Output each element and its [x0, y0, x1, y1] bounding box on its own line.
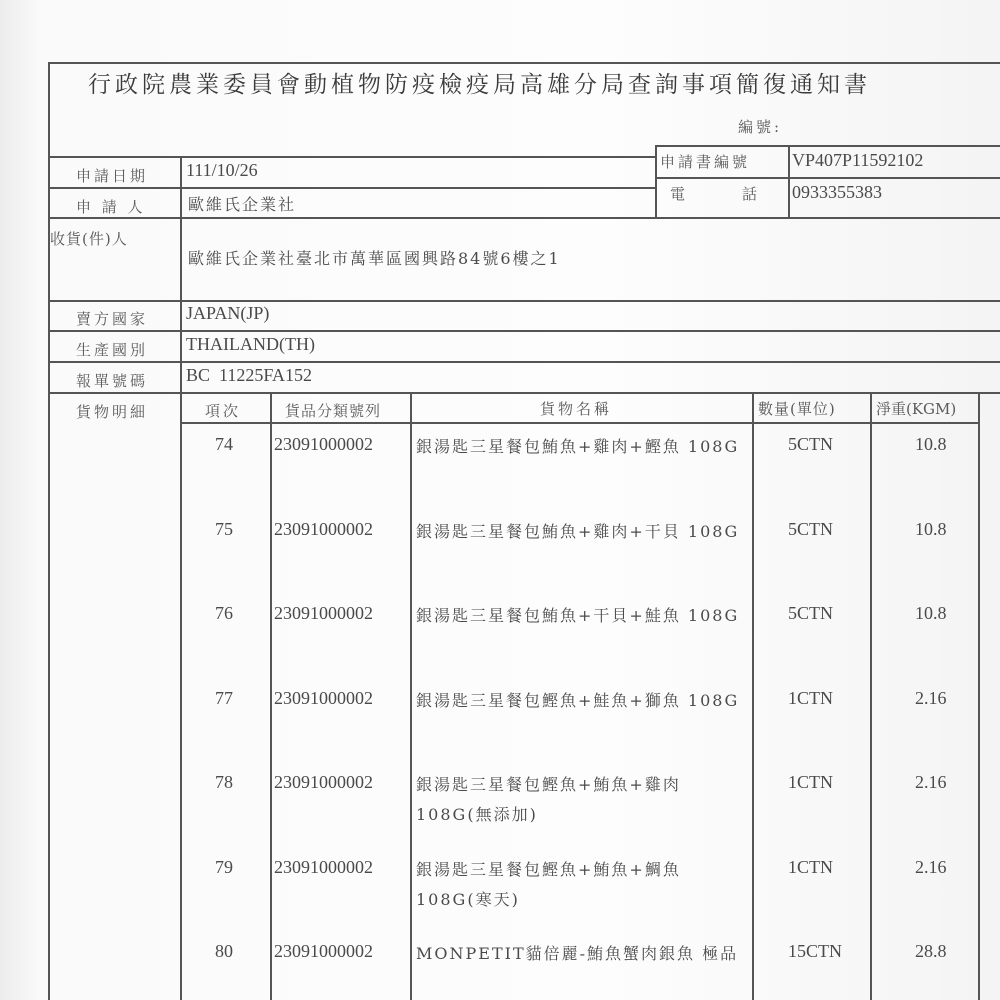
- divider: [410, 392, 412, 1000]
- quantity-cell: 1CTN: [788, 772, 833, 792]
- quantity-cell: 5CTN: [788, 518, 833, 539]
- net-weight-cell: 10.8: [915, 518, 947, 539]
- item-no-cell: 80: [215, 941, 233, 961]
- divider: [48, 156, 655, 158]
- divider: [48, 392, 1000, 394]
- goods-name-cell: 銀湯匙三星餐包鰹魚+鮭魚+獅魚 108G: [416, 690, 740, 710]
- header-item-no: 項次: [205, 402, 242, 420]
- label-column-divider: [180, 156, 182, 1000]
- quantity-cell: 1CTN: [788, 856, 833, 877]
- item-no-cell: 75: [215, 518, 233, 539]
- consignee-label: 收貨(件)人: [50, 230, 128, 248]
- quantity-cell: 15CTN: [788, 941, 842, 961]
- frame-top: [48, 62, 1000, 64]
- goods-name-cell: 銀湯匙三星餐包鰹魚+鮪魚+鯛魚 108G(寒天): [416, 859, 681, 909]
- net-weight-cell: 10.8: [915, 603, 947, 623]
- hs-code-cell: 23091000002: [274, 941, 373, 961]
- divider: [48, 330, 1000, 332]
- divider: [48, 361, 1000, 363]
- divider: [788, 145, 790, 217]
- form-no-value: VP407P11592102: [792, 150, 924, 170]
- phone-value: 0933355383: [792, 182, 882, 202]
- applicant-label: 申 請 人: [76, 198, 146, 216]
- hs-code-cell: 23091000002: [274, 772, 373, 792]
- item-no-cell: 78: [215, 772, 233, 792]
- origin-label: 生產國別: [76, 341, 149, 359]
- header-goods-name: 貨物名稱: [540, 400, 613, 418]
- net-weight-cell: 10.8: [915, 434, 947, 454]
- divider: [655, 145, 1000, 147]
- goods-name-cell: MONPETIT貓倍麗-鮪魚蟹肉銀魚 極品: [416, 944, 739, 963]
- item-no-cell: 74: [215, 434, 233, 454]
- hs-code-cell: 23091000002: [274, 518, 373, 539]
- hs-code-cell: 23091000002: [274, 603, 373, 623]
- origin-value: THAILAND(TH): [186, 334, 315, 354]
- frame-left: [48, 62, 50, 1000]
- quantity-cell: 1CTN: [788, 687, 833, 708]
- document-title: 行政院農業委員會動植物防疫檢疫局高雄分局查詢事項簡復通知書: [88, 72, 871, 98]
- divider: [48, 187, 655, 189]
- goods-name-cell: 銀湯匙三星餐包鰹魚+鮪魚+雞肉 108G(無添加): [416, 775, 681, 824]
- phone-label: 電 話: [670, 185, 761, 203]
- goods-name-cell: 銀湯匙三星餐包鮪魚+雞肉+干貝 108G: [416, 521, 740, 541]
- header-net-weight: 淨重(KGM): [876, 400, 957, 418]
- declaration-label: 報單號碼: [76, 372, 149, 390]
- divider: [978, 392, 980, 1000]
- goods-label: 貨物明細: [76, 403, 149, 421]
- hs-code-cell: 23091000002: [274, 687, 373, 708]
- quantity-cell: 5CTN: [788, 434, 833, 454]
- header-quantity: 數量(單位): [758, 400, 836, 418]
- net-weight-cell: 2.16: [915, 856, 947, 877]
- goods-name-cell: 銀湯匙三星餐包鮪魚+干貝+鮭魚 108G: [416, 606, 740, 625]
- serial-label: 編號:: [738, 118, 783, 136]
- consignee-value: 歐維氏企業社臺北市萬華區國興路84號6樓之1: [188, 249, 561, 268]
- apply-date-label: 申請日期: [76, 167, 149, 185]
- item-no-cell: 79: [215, 856, 233, 877]
- net-weight-cell: 2.16: [915, 772, 947, 792]
- divider: [48, 217, 1000, 219]
- divider: [870, 392, 872, 1000]
- seller-country-value: JAPAN(JP): [186, 303, 270, 323]
- goods-name-cell: 銀湯匙三星餐包鮪魚+雞肉+鰹魚 108G: [416, 437, 740, 456]
- divider: [655, 177, 1000, 179]
- hs-code-cell: 23091000002: [274, 856, 373, 877]
- item-no-cell: 76: [215, 603, 233, 623]
- hs-code-cell: 23091000002: [274, 434, 373, 454]
- header-hs-code: 貨品分類號列: [285, 402, 382, 420]
- apply-date-value: 111/10/26: [186, 160, 258, 180]
- quantity-cell: 5CTN: [788, 603, 833, 623]
- applicant-value: 歐維氏企業社: [188, 195, 297, 214]
- declaration-value: BC 11225FA152: [186, 365, 313, 385]
- divider: [180, 422, 980, 424]
- net-weight-cell: 28.8: [915, 941, 947, 961]
- divider: [270, 392, 272, 1000]
- divider: [48, 300, 1000, 302]
- net-weight-cell: 2.16: [915, 687, 947, 708]
- item-no-cell: 77: [215, 687, 233, 708]
- form-no-label: 申請書編號: [660, 153, 751, 171]
- divider: [655, 145, 657, 217]
- seller-country-label: 賣方國家: [76, 310, 149, 328]
